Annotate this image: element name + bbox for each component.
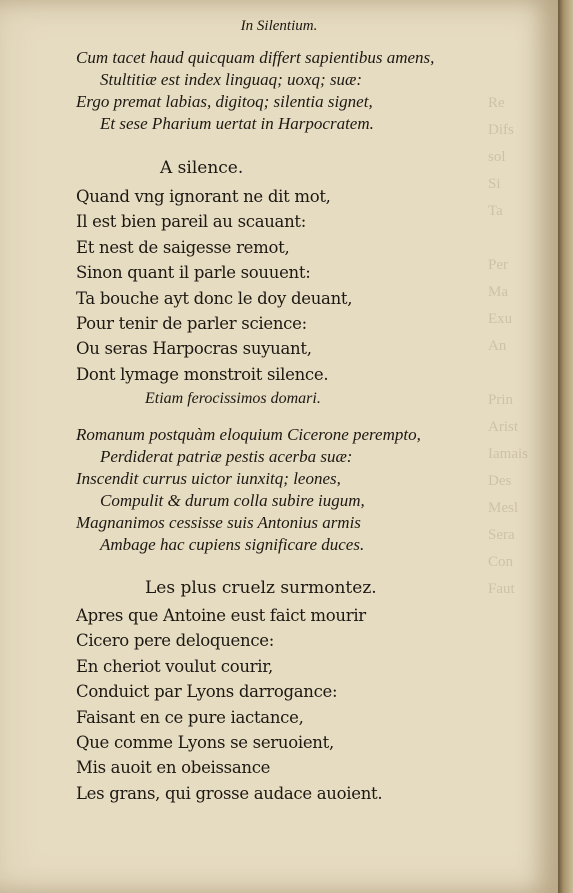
french-verse-2: [76, 603, 496, 806]
running-head: In Silentium.: [240, 18, 318, 34]
latin-heading-2: Etiam ferocissimos domari.: [145, 390, 321, 407]
bleed-line: Re: [488, 95, 505, 111]
french-heading-2: Les plus cruelz surmontez.: [145, 578, 377, 598]
verse-line: Mis auoit en obeissance: [76, 758, 271, 778]
bleed-line: Ma: [488, 284, 508, 300]
verse-line: Cicero pere deloquence:: [76, 631, 274, 651]
verse-line: Ergo premat labias, digitoq; silentia signet,: [76, 92, 373, 111]
verse-line: Dont lymage monstroit silence.: [76, 364, 329, 384]
bleed-line: Per: [488, 257, 508, 273]
verse-line: Romanum postquàm eloquium Cicerone perempto,: [76, 425, 421, 444]
verse-line: Ambage hac cupiens significare duces.: [100, 535, 365, 554]
verse-line: Et sese Pharium uertat in Harpocratem.: [100, 114, 374, 133]
verse-line: Et nest de saigesse remot,: [76, 237, 290, 257]
french-verse-1: [76, 184, 496, 387]
verse-line: Compulit & durum colla subire iugum,: [100, 491, 365, 510]
french-heading-1: A silence.: [160, 158, 244, 178]
bleed-line: Sera: [488, 527, 515, 543]
bleed-line: Ta: [488, 203, 503, 219]
verse-line: Apres que Antoine eust faict mourir: [76, 606, 366, 625]
bleed-line: Exu: [488, 311, 513, 327]
bleed-line: Mesl: [488, 500, 518, 516]
latin-verse-1: [76, 47, 496, 135]
book-gutter: [558, 0, 573, 893]
latin-verse-2: [76, 424, 496, 556]
bleed-line: Iamais: [488, 446, 528, 462]
verse-line: Ta bouche ayt donc le doy deuant,: [76, 288, 353, 308]
verse-line: Sinon quant il parle souuent:: [76, 263, 311, 283]
verse-line: Pour tenir de parler science:: [76, 314, 307, 334]
verse-line: Il est bien pareil au scauant:: [76, 212, 307, 232]
verse-line: Magnanimos cessisse suis Antonius armis: [76, 513, 361, 532]
bleed-line: Prin: [488, 392, 514, 408]
bleed-line: Arist: [488, 419, 518, 435]
bleed-line: Difs: [488, 122, 514, 138]
bleed-line: Faut: [488, 581, 515, 597]
bleed-line: Des: [488, 473, 512, 489]
verse-line: En cheriot voulut courir,: [76, 656, 273, 676]
verse-line: Perdiderat patriæ pestis acerba suæ:: [100, 447, 353, 466]
verse-line: Que comme Lyons se seruoient,: [76, 733, 334, 753]
bleed-line: An: [488, 338, 507, 354]
bleed-line: sol: [488, 149, 506, 165]
verse-line: Quand vng ignorant ne dit mot,: [76, 187, 331, 206]
verse-line: Stultitiæ est index linguaq; uoxq; suæ:: [100, 70, 363, 89]
bleed-line: Si: [488, 176, 501, 192]
verse-line: Faisant en ce pure iactance,: [76, 707, 304, 727]
verse-line: Inscendit currus uictor iunxitq; leones,: [76, 469, 341, 488]
verse-line: Les grans, qui grosse audace auoient.: [76, 783, 383, 803]
verse-line: Cum tacet haud quicquam differt sapientibus amens,: [76, 48, 435, 67]
bleed-line: Con: [488, 554, 514, 570]
verse-line: Ou seras Harpocras suyuant,: [76, 339, 312, 359]
verse-line: Conduict par Lyons darrogance:: [76, 682, 338, 702]
